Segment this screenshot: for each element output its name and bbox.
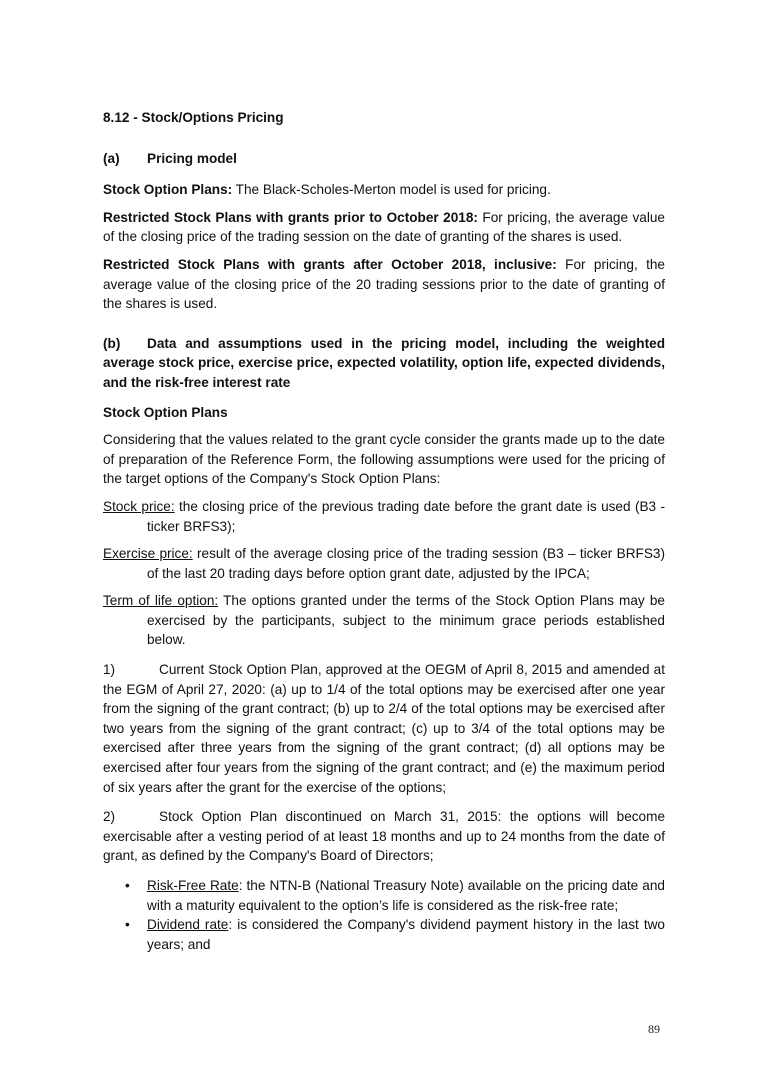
part-a-label: (a) [103, 150, 120, 166]
paragraph-text: For pricing, the average value of the closing price of the trading session on the date of granting of the shares is used. [103, 209, 665, 245]
item-number: 1) [103, 662, 116, 678]
document-page [103, 108, 665, 954]
part-b-title: Data and assumptions used in the pricing model, including the weighted average stock price, exercise price, expected volatility, option life, expected dividends, and the risk-free interest rate [103, 335, 665, 390]
bullet-term: Dividend rate [147, 917, 229, 933]
definition-term: Exercise price: [103, 546, 193, 562]
paragraph-text: The Black-Scholes-Merton model is used for pricing. [232, 182, 551, 198]
section-title: 8.12 - Stock/Options Pricing [103, 110, 284, 125]
bullet-text: : is considered the Company's dividend payment history in the last two years; and [147, 917, 665, 952]
definition-stock-price [103, 497, 665, 536]
paragraph-lead: Stock Option Plans: [103, 182, 233, 198]
definition-text: The options granted under the terms of the Stock Option Plans may be exercised by the participants, subject to the minimum grace periods established below. [147, 593, 665, 648]
paragraph-lead: Restricted Stock Plans with grants prior to October 2018: [103, 209, 478, 225]
part-a-heading [103, 149, 665, 169]
numbered-item-current-plan [103, 660, 665, 797]
bullet-icon: • [125, 917, 130, 933]
numbered-item-discontinued-plan [103, 807, 665, 866]
item-number: 2) [103, 809, 116, 825]
bullet-text: : the NTN-B (National Treasury Note) available on the pricing date and with a maturity equivalent to the option’s life is considered as the risk-free rate; [147, 878, 665, 913]
definition-term-of-life [103, 591, 665, 650]
page-number: 89 [648, 1022, 660, 1036]
bullet-dividend-rate [103, 915, 665, 954]
paragraph-text: For pricing, the average value of the closing price of the 20 trading sessions prior to the date of granting of the shares is used. [103, 256, 665, 312]
item-text: Current Stock Option Plan, approved at the OEGM of April 8, 2015 and amended at the EGM of April 27, 2020: (a) up to 1/4 of the total options may be exercised after one year from the signing of the grant contract; (b) up to 2/4 of the total options may be exercised after two years from the signing of the grant contract; (c) up to 3/4 of the total options may be exercised after three years from the signing of the grant contract; (d) all options may be exercised after four years from the signing of the grant contract; and (e) the maximum period of six years after the grant for the exercise of the options; [103, 662, 665, 795]
part-b-heading [103, 334, 665, 393]
bullet-term: Risk-Free Rate [147, 878, 239, 893]
definition-text: result of the average closing price of the trading session (B3 – ticker BRFS3) of the last 20 trading days before option grant date, adjusted by the IPCA; [147, 546, 665, 581]
bullet-icon: • [125, 878, 130, 893]
item-text: Stock Option Plan discontinued on March 31, 2015: the options will become exercisable after a vesting period of at least 18 months and up to 24 months from the date of grant, as defined by the Company's Board of Directors; [103, 809, 665, 864]
part-b-label: (b) [103, 335, 121, 351]
assumption-bullet-list [103, 876, 665, 954]
definition-term: Stock price: [103, 498, 175, 514]
pricing-paragraph-restricted-prior [103, 208, 665, 247]
part-a-title: Pricing model [147, 150, 237, 166]
stock-option-plans-subheading: Stock Option Plans [103, 404, 228, 420]
pricing-paragraph-restricted-after [103, 255, 665, 314]
intro-paragraph: Considering that the values related to the grant cycle consider the grants made up to the date of preparation of the Reference Form, the following assumptions were used for the pricing of the target options of the Company's Stock Option Plans: [103, 432, 665, 487]
definition-term: Term of life option: [103, 593, 219, 609]
bullet-risk-free-rate [103, 876, 665, 915]
definition-exercise-price [103, 544, 665, 583]
definition-text: the closing price of the previous trading date before the grant date is used (B3 - ticker BRFS3); [147, 498, 666, 534]
paragraph-lead: Restricted Stock Plans with grants after October 2018, inclusive: [103, 256, 557, 272]
pricing-paragraph-stock-option [103, 180, 665, 200]
